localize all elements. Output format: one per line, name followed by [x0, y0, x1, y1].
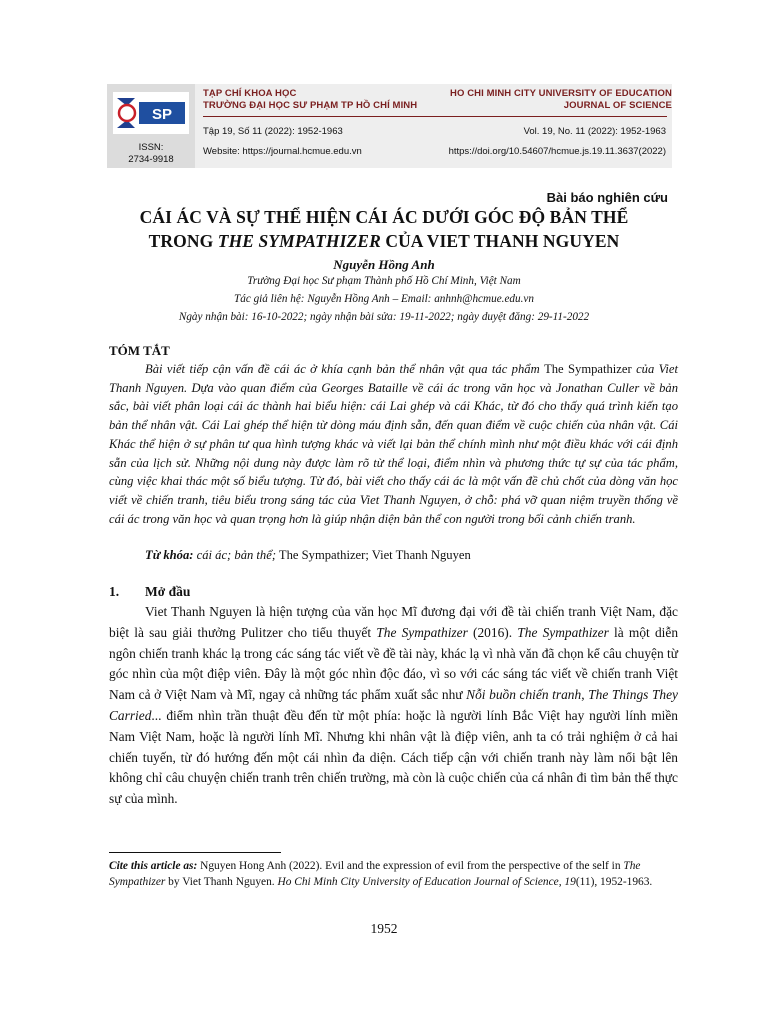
para-text: ... điểm nhìn trần thuật đều đến từ một phía: hoặc là người lính Bắc Việt hay người lính miền Nam Việt Nam, hoặc là người lính Mĩ. Nhưng khi nhân vật là điệp viên, anh ta có trải nghiệm ở cả hai chiến tuyến, từ đó hướng đến một cái nhìn đa diện. Cách tiếp cận với chiến tranh này làm nổi bật lên không chỉ câu chuyện chiến tranh trên chiến trường, mà còn là cuộc chiến của cá nhân đi tìm bản thể thực sự của mình. — [109, 707, 678, 807]
section-number: 1. — [109, 584, 120, 599]
para-italic: The Sympathizer — [376, 624, 468, 640]
citation-text: Nguyen Hong Anh (2022). Evil and the expression of evil from the perspective of the self in — [197, 860, 624, 872]
website-link[interactable]: Website: https://journal.hcmue.edu.vn — [203, 146, 362, 157]
submission-dates: Ngày nhận bài: 16-10-2022; ngày nhận bài sửa: 19-11-2022; ngày duyệt đăng: 29-11-2022 — [178, 311, 590, 323]
journal-vn-line2: TRƯỜNG ĐẠI HỌC SƯ PHẠM TP HỒ CHÍ MINH — [203, 100, 418, 111]
volume-vn: Tập 19, Số 11 (2022): 1952-1963 — [203, 126, 343, 137]
doi-link[interactable]: https://doi.org/10.54607/hcmue.js.19.11.3637(2022) — [448, 146, 666, 157]
journal-en-line2: JOURNAL OF SCIENCE — [563, 100, 672, 111]
para-text: , — [581, 687, 589, 703]
citation-footnote — [109, 858, 678, 890]
title-suffix: CỦA VIET THANH NGUYEN — [380, 231, 620, 251]
abstract-heading: TÓM TẮT — [109, 343, 170, 358]
header-divider — [203, 116, 667, 117]
abstract-work-title: The Sympathizer — [544, 362, 632, 376]
abstract-text — [109, 360, 678, 528]
para-italic: Nỗi buồn chiến tranh — [466, 687, 582, 703]
article-title-line2 — [0, 231, 768, 252]
section-paragraph — [109, 602, 678, 810]
journal-name-vn — [203, 88, 417, 112]
author-name: Nguyễn Hồng Anh — [333, 257, 435, 272]
journal-header — [107, 84, 672, 168]
contact-info: Tác giả liên hệ: Nguyễn Hồng Anh – Email: anhnh@hcmue.edu.vn — [234, 293, 534, 305]
university-logo-icon — [113, 92, 189, 134]
para-text: (2016). — [467, 624, 518, 640]
title-prefix: TRONG — [148, 231, 218, 251]
keywords-list-a: cái ác; bản thể; — [193, 548, 277, 562]
issn-label: ISSN: 2734-9918 — [128, 142, 174, 165]
title-work: THE SYMPATHIZER — [217, 231, 381, 251]
journal-vn-line1: TẠP CHÍ KHOA HỌC — [203, 88, 297, 99]
citation-label: Cite this article as: — [109, 860, 198, 872]
footnote-rule — [109, 852, 281, 853]
page-number: 1952 — [370, 921, 398, 936]
affiliation: Trường Đại học Sư phạm Thành phố Hồ Chí Minh, Việt Nam — [247, 275, 521, 287]
volume-en: Vol. 19, No. 11 (2022): 1952-1963 — [523, 126, 666, 137]
article-title-line1: CÁI ÁC VÀ SỰ THỂ HIỆN CÁI ÁC DƯỚI GÓC ĐỘ BẢN THỂ — [139, 207, 629, 227]
para-text: Viet Thanh Nguyen là hiện tượng của văn học Mĩ đương đại với đề tài chiến tranh Việt Nam, đặc biệt là sau giải thưởng Pulitzer cho tiểu thuyết — [109, 604, 678, 640]
logo-box — [107, 84, 195, 168]
article-type: Bài báo nghiên cứu — [546, 190, 668, 205]
abstract-part-a: Bài viết tiếp cận vấn đề cái ác ở khía cạnh bản thể nhân vật qua tác phẩm — [145, 362, 545, 376]
citation-text: by Viet Thanh Nguyen. — [165, 876, 278, 888]
journal-en-line1: HO CHI MINH CITY UNIVERSITY OF EDUCATION — [450, 88, 672, 99]
para-text: là một diễn ngôn chiến tranh khác lạ trong các sáng tác viết về đề tài này, khác lạ vì nhà văn đã chọn kể câu chuyện từ góc nhìn của một điệp viên. Đây là một góc nhìn độc đáo, vì so với các sáng tác viết về chiến tranh Việt Nam cả ở Việt Nam và Mĩ, ngay cả những tác phẩm xuất sắc như — [109, 624, 679, 703]
para-italic: The Things They Carried — [109, 687, 679, 723]
logo-text: SP — [151, 106, 173, 123]
citation-text: (11), 1952-1963. — [575, 876, 653, 888]
abstract-part-c: của Viet Thanh Nguyen. Dựa vào quan điểm của Georges Bataille về cái ác trong văn học và Jonathan Culler về bản sắc, bài viết phân loại cái ác thành hai biểu hiện: cái Lai ghép và cái Khác, từ đó cho thấy quá trình kiến tạo bản thể nhân vật. Cái Lai ghép thể hiện từ dòng máu định sẵn, đến quan điểm về cuộc chiến của nhân vật. Cái Khác thể hiện ở sự phân tư qua hình tượng khác và viết lại bản thể chính mình như một điều khác với cái định sẵn của lịch sử. Những nội dung này được làm rõ từ thể loại, điểm nhìn và phương thức tự sự của tác phẩm, cùng việc khai thác một số biểu tượng. Từ đó, bài viết cho thấy cái ác là một vấn đề chủ chốt của dòng văn học viết về chiến tranh, tiêu biểu trong sáng tác của Viet Thanh Nguyen, ở chỗ: phá vỡ quan niệm truyền thống về cái ác trong văn học và quan trọng hơn là giúp nhận diện bản thể con người trong bối cảnh chiến tranh. — [109, 362, 678, 526]
citation-italic: The Sympathizer — [109, 860, 641, 888]
section-heading — [109, 584, 190, 600]
citation-italic: Ho Chi Minh City University of Education Journal of Science, 19 — [277, 876, 576, 888]
para-italic: The Sympathizer — [517, 624, 609, 640]
keywords — [145, 548, 471, 563]
keywords-list-b: The Sympathizer; Viet Thanh Nguyen — [276, 548, 471, 562]
keywords-label: Từ khóa: — [145, 548, 194, 562]
section-title: Mở đầu — [145, 584, 191, 599]
journal-name-en — [450, 88, 672, 112]
